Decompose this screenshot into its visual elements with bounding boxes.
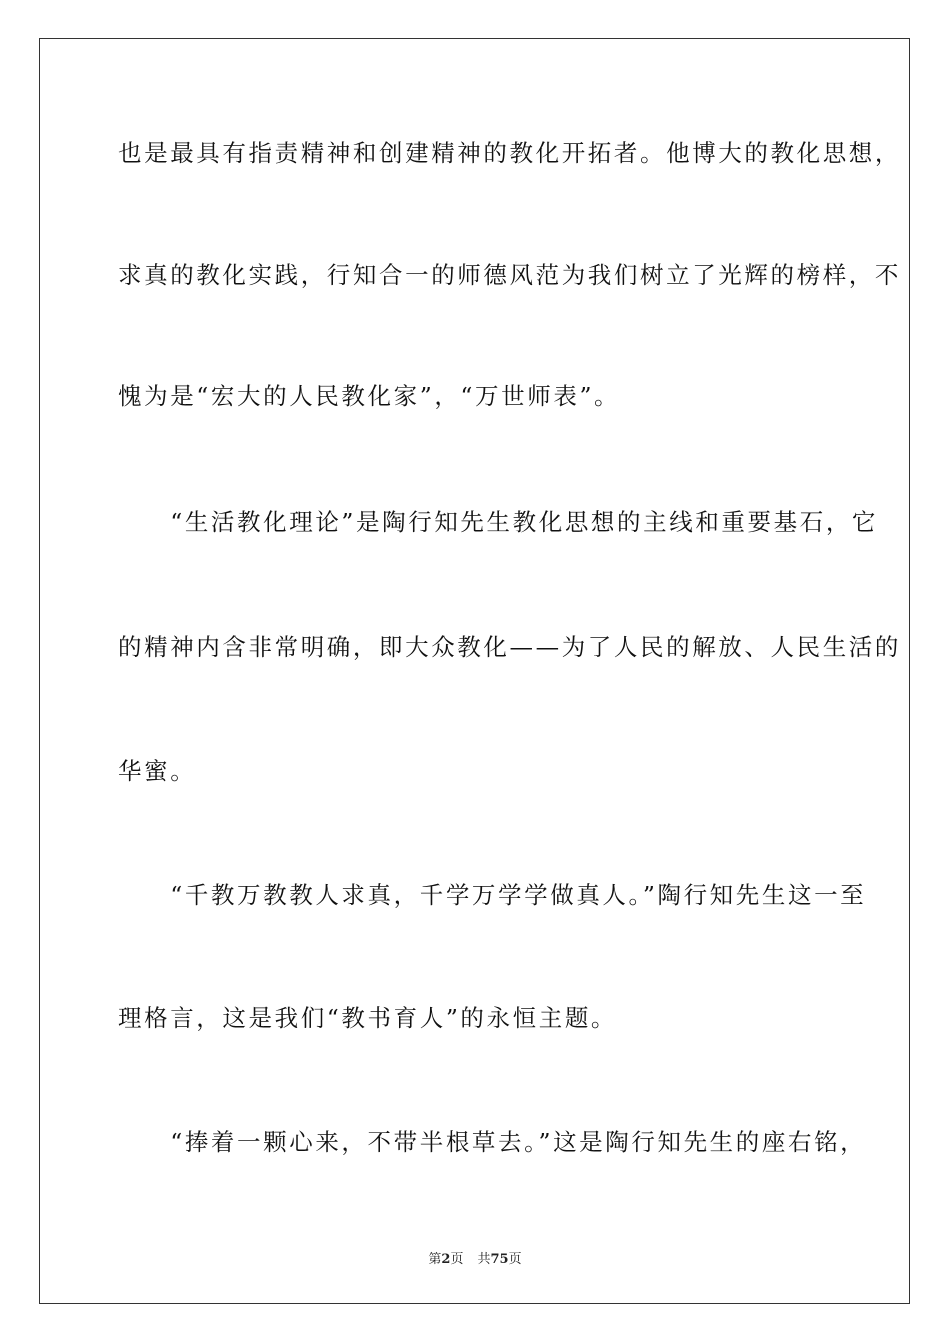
page-prefix: 第 [428, 1252, 442, 1267]
text-line: “捧着一颗心来，不带半根草去。”这是陶行知先生的座右铭， [118, 1128, 867, 1156]
text-line: 理格言，这是我们“教书育人”的永恒主题。 [118, 1004, 618, 1032]
page-border [39, 38, 910, 1304]
page-number: 2 [441, 1252, 451, 1267]
total-prefix: 共 [477, 1252, 491, 1267]
page-suffix: 页 [450, 1252, 464, 1267]
total-pages: 75 [490, 1252, 509, 1267]
text-line: 愧为是“宏大的人民教化家”，“万世师表”。 [118, 382, 621, 410]
text-line: 也是最具有指责精神和创建精神的教化开拓者。他博大的教化思想， [118, 139, 901, 167]
text-line: 求真的教化实践，行知合一的师德风范为我们树立了光辉的榜样，不 [118, 261, 901, 289]
total-suffix: 页 [508, 1252, 522, 1267]
text-line: “千教万教教人求真，千学万学学做真人。”陶行知先生这一至 [118, 881, 867, 909]
text-line: “生活教化理论”是陶行知先生教化思想的主线和重要基石，它 [118, 508, 879, 536]
page-footer [0, 1248, 950, 1267]
text-line: 华蜜。 [118, 757, 197, 785]
text-line: 的精神内含非常明确，即大众教化——为了人民的解放、人民生活的 [118, 633, 901, 661]
